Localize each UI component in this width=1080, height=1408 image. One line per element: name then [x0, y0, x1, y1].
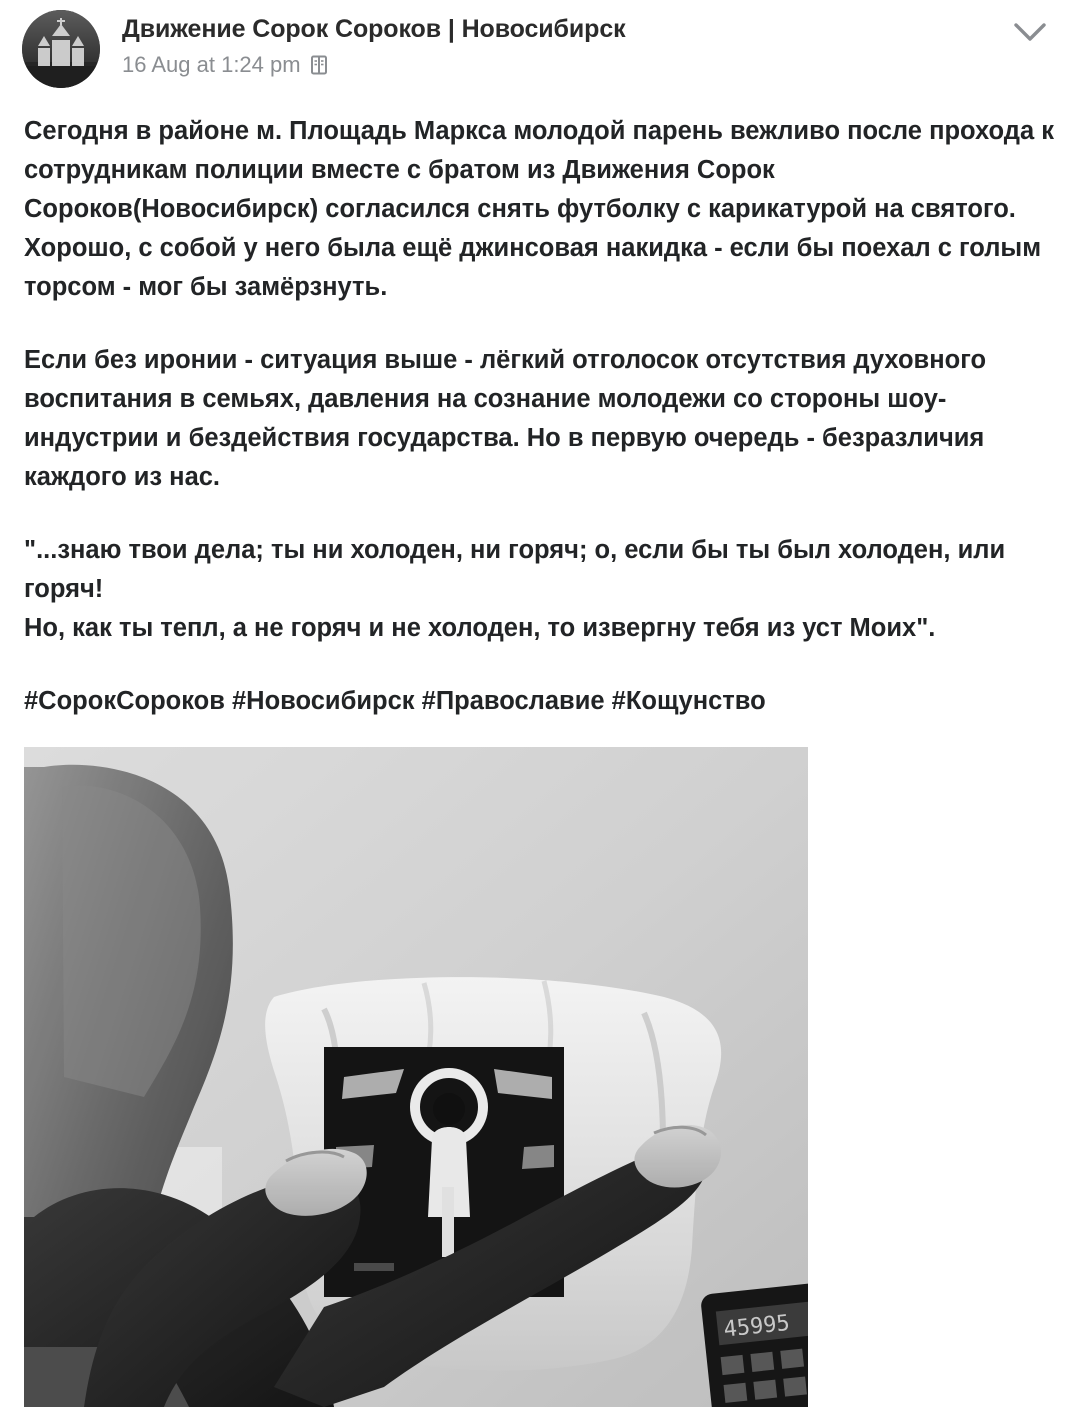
- post-header-text: [122, 8, 1056, 78]
- page-name[interactable]: Движение Сорок Сороков | Новосибирск: [122, 15, 626, 43]
- chevron-down-icon[interactable]: [1010, 18, 1050, 46]
- post-photo[interactable]: [24, 747, 808, 1407]
- post-image-wrap: [0, 747, 1080, 1407]
- post-header: [0, 0, 1080, 94]
- post-paragraph: Если без иронии - ситуация выше - лёгкий отголосок отсутствия духовного воспитания в семьях, давления на сознание молодежи со стороны шоу-индустрии и бездействия государства. Но в первую очередь - безразличия каждого из нас.: [24, 346, 994, 491]
- public-book-icon: [310, 55, 328, 75]
- post-quote-line-1: "...знаю твои дела; ты ни холоден, ни горяч; о, если бы ты был холоден, или горяч!: [24, 536, 1013, 603]
- post-timestamp[interactable]: 16 Aug at 1:24 pm: [122, 52, 301, 77]
- post-hashtags: #СорокСороков #Новосибирск #Православие #Кощунство: [24, 687, 766, 715]
- post-quote-line-2: Но, как ты тепл, а не горяч и не холоден, то извергну тебя из уст Моих".: [24, 614, 936, 642]
- post-meta: [122, 52, 1056, 78]
- post-paragraph: Сегодня в районе м. Площадь Маркса молодой парень вежливо после прохода к сотрудникам полиции вместе с братом из Движения Сорок Сороков(Новосибирск) согласился снять футболку с карикатурой на святого. Хорошо, с собой у него была ещё джинсовая накидка - если бы поехал с голым торсом - мог бы замёрзнуть.: [24, 117, 1062, 301]
- post-body: [0, 94, 1080, 721]
- svg-text:45995: 45995: [722, 1310, 791, 1343]
- page-avatar[interactable]: [22, 10, 100, 88]
